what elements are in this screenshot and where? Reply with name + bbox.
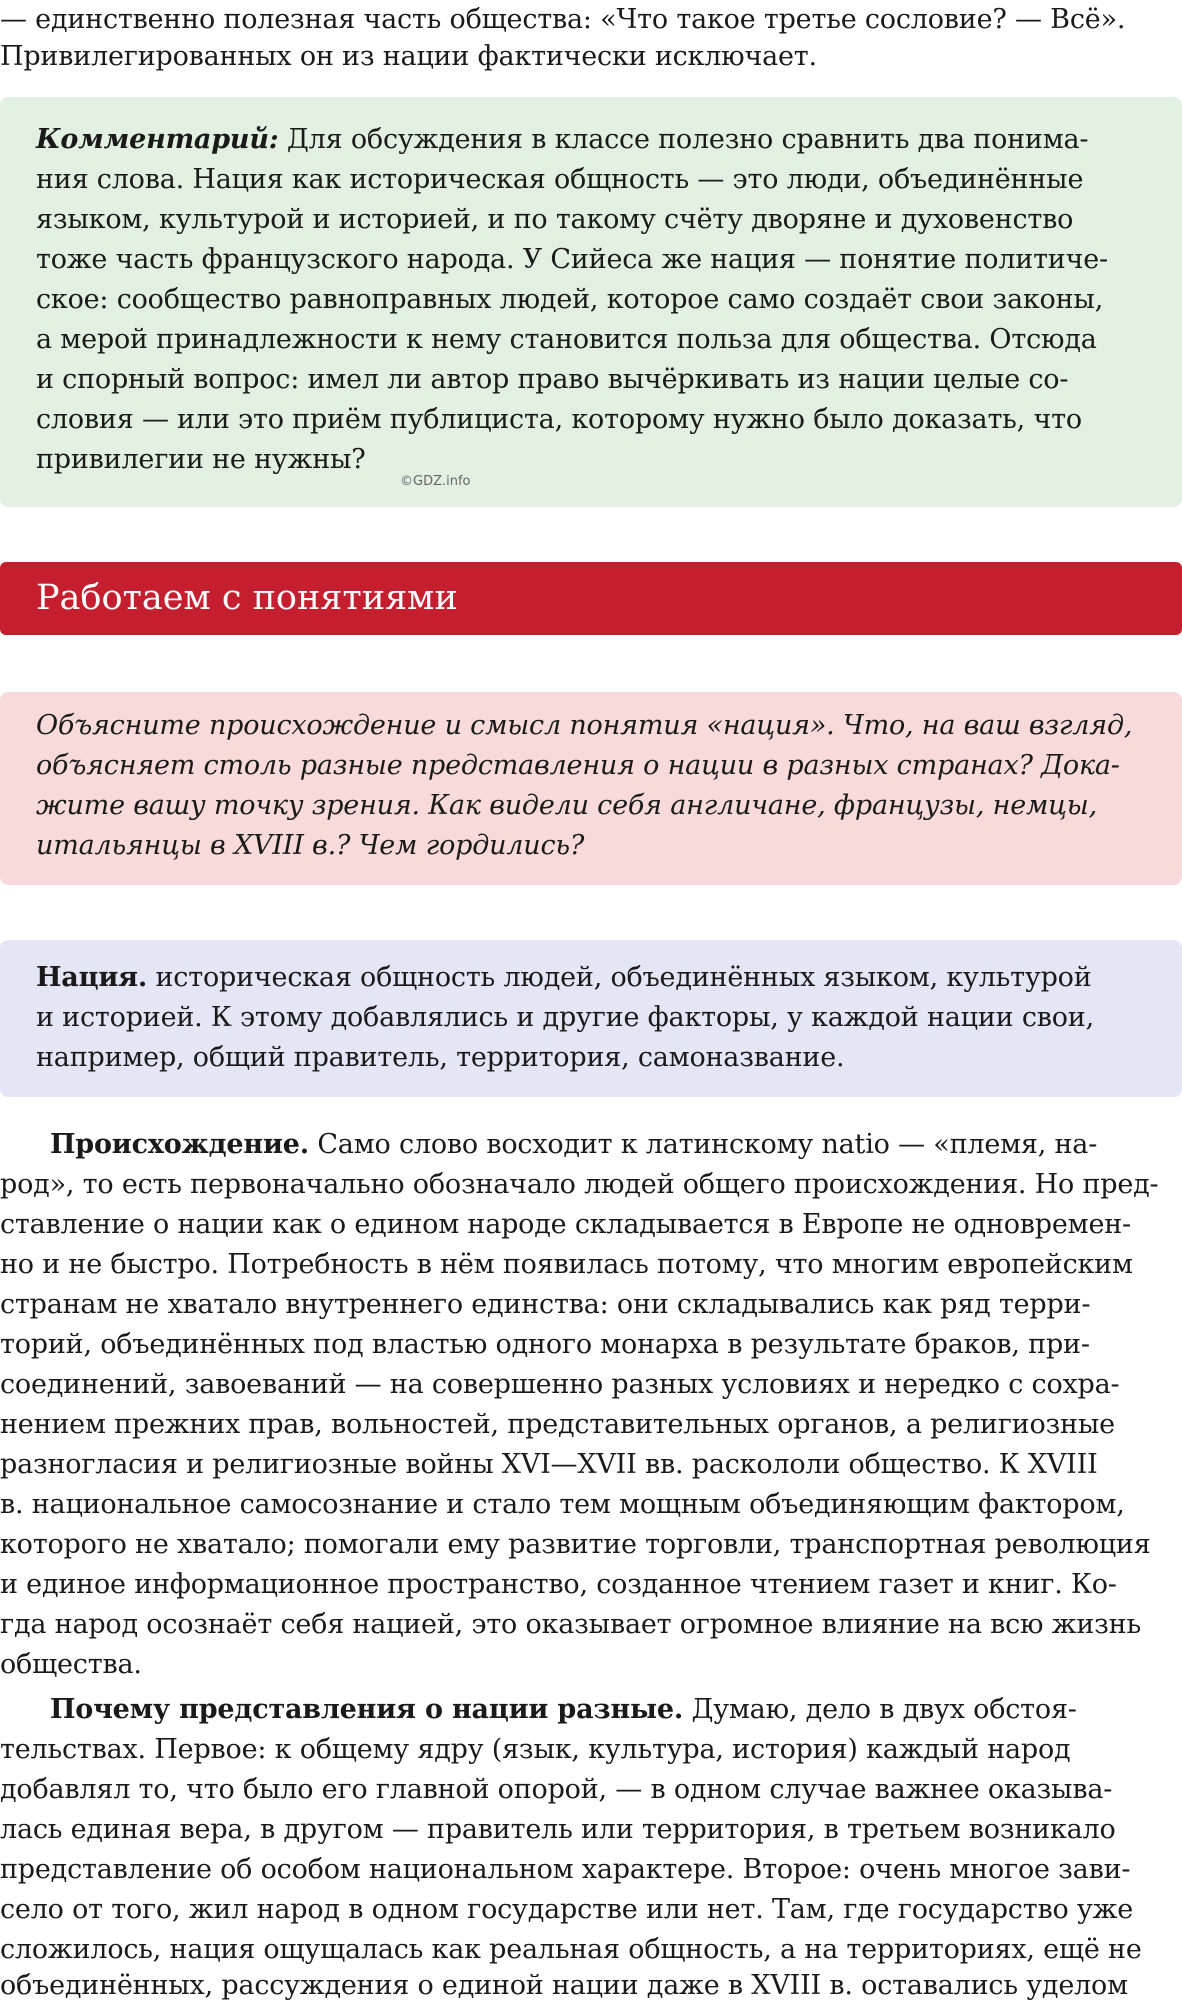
section-heading: Работаем с понятиями xyxy=(36,578,458,618)
section-heading-bar xyxy=(0,562,1182,635)
origin-line: и единое информационное пространство, созданное чтением газет и книг. Ко- xyxy=(0,1569,1117,1600)
origin-line: род», то есть первоначально обозначало людей общего происхождения. Но пред- xyxy=(0,1169,1159,1200)
comment-line: и спорный вопрос: имел ли автор право вычёркивать из нации целые со- xyxy=(36,364,1069,395)
definition-text: историческая общность людей, объединённых языком, культурой xyxy=(147,962,1092,993)
why-line: представление об особом национальном характере. Второе: очень многое зави- xyxy=(0,1854,1131,1885)
comment-line: ское: сообщество равноправных людей, которое само создаёт свои законы, xyxy=(36,284,1104,315)
why-line: лась единая вера, в другом — правитель или территория, в третьем возникало xyxy=(0,1814,1116,1845)
comment-line: привилегии не нужны? xyxy=(36,444,366,475)
comment-text: Для обсуждения в классе полезно сравнить два понима- xyxy=(278,124,1089,155)
task-line: Объясните происхождение и смысл понятия «нация». Что, на ваш взгляд, xyxy=(36,710,1133,741)
origin-line: торий, объединённых под властью одного монарха в результате браков, при- xyxy=(0,1329,1090,1360)
why-line: село от того, жил народ в одном государстве или нет. Там, где государство уже xyxy=(0,1894,1133,1925)
task-line: жите вашу точку зрения. Как видели себя англичане, французы, немцы, xyxy=(36,790,1097,821)
gdz-watermark: ©GDZ.info xyxy=(400,474,471,489)
origin-text: Само слово восходит к латинскому natio — «племя, на- xyxy=(308,1129,1098,1160)
why-first-line xyxy=(0,1690,1182,1730)
comment-line: тоже часть французского народа. У Сийеса же нация — понятие политиче- xyxy=(36,244,1108,275)
comment-first-line xyxy=(36,120,1146,160)
origin-line: нением прежних прав, вольностей, представительных органов, а религиозные xyxy=(0,1409,1115,1440)
why-line: сложилось, нация ощущалась как реальная общность, а на территориях, ещё не xyxy=(0,1934,1142,1965)
task-line: итальянцы в XVIII в.? Чем гордились? xyxy=(36,830,585,861)
origin-line: ставление о нации как о едином народе складывается в Европе не одновремен- xyxy=(0,1209,1131,1240)
why-line: тельствах. Первое: к общему ядру (язык, культура, история) каждый народ xyxy=(0,1734,1071,1765)
text-line: — единственно полезная часть общества: «Что такое третье сословие? — Всё». xyxy=(0,4,1126,35)
origin-line: странам не хватало внутреннего единства: они складывались как ряд терри- xyxy=(0,1289,1091,1320)
definition-first-line xyxy=(36,958,1146,998)
definition-term: Нация. xyxy=(36,962,148,993)
comment-line: словия — или это приём публициста, которому нужно было доказать, что xyxy=(36,404,1082,435)
definition-line: и историей. К этому добавлялись и другие факторы, у каждой нации свои, xyxy=(36,1002,1094,1033)
why-label: Почему представления о нации разные. xyxy=(50,1694,684,1725)
why-text: Думаю, дело в двух обстоя- xyxy=(683,1694,1077,1725)
text-line: Привилегированных он из нации фактически исключает. xyxy=(0,41,817,72)
why-line: добавлял то, что было его главной опорой, — в одном случае важнее оказыва- xyxy=(0,1774,1113,1805)
origin-line: соединений, завоеваний — на совершенно разных условиях и нередко с сохра- xyxy=(0,1369,1120,1400)
origin-label: Происхождение. xyxy=(50,1129,309,1160)
origin-line: в. национальное самосознание и стало тем мощным объединяющим фактором, xyxy=(0,1489,1125,1520)
comment-label: Комментарий: xyxy=(36,124,279,155)
origin-line: но и не быстро. Потребность в нём появилась потому, что многим европейским xyxy=(0,1249,1133,1280)
definition-line: например, общий правитель, территория, самоназвание. xyxy=(36,1042,845,1073)
origin-line: разногласия и религиозные войны XVI—XVII вв. раскололи общество. К XVIII xyxy=(0,1449,1098,1480)
origin-first-line xyxy=(0,1125,1182,1165)
comment-line: ния слова. Нация как историческая общность — это люди, объединённые xyxy=(36,164,1084,195)
why-line: объединённых, рассуждения о единой нации даже в XVIII в. оставались уделом xyxy=(0,1970,1128,2001)
comment-line: языком, культурой и историей, и по такому счёту дворяне и духовенство xyxy=(36,204,1074,235)
task-line: объясняет столь разные представления о нации в разных странах? Дока- xyxy=(36,750,1120,781)
origin-line: общества. xyxy=(0,1649,142,1680)
origin-line: гда народ осознаёт себя нацией, это оказывает огромное влияние на всю жизнь xyxy=(0,1609,1141,1640)
comment-line: а мерой принадлежности к нему становится польза для общества. Отсюда xyxy=(36,324,1097,355)
origin-line: которого не хватало; помогали ему развитие торговли, транспортная революция xyxy=(0,1529,1151,1560)
